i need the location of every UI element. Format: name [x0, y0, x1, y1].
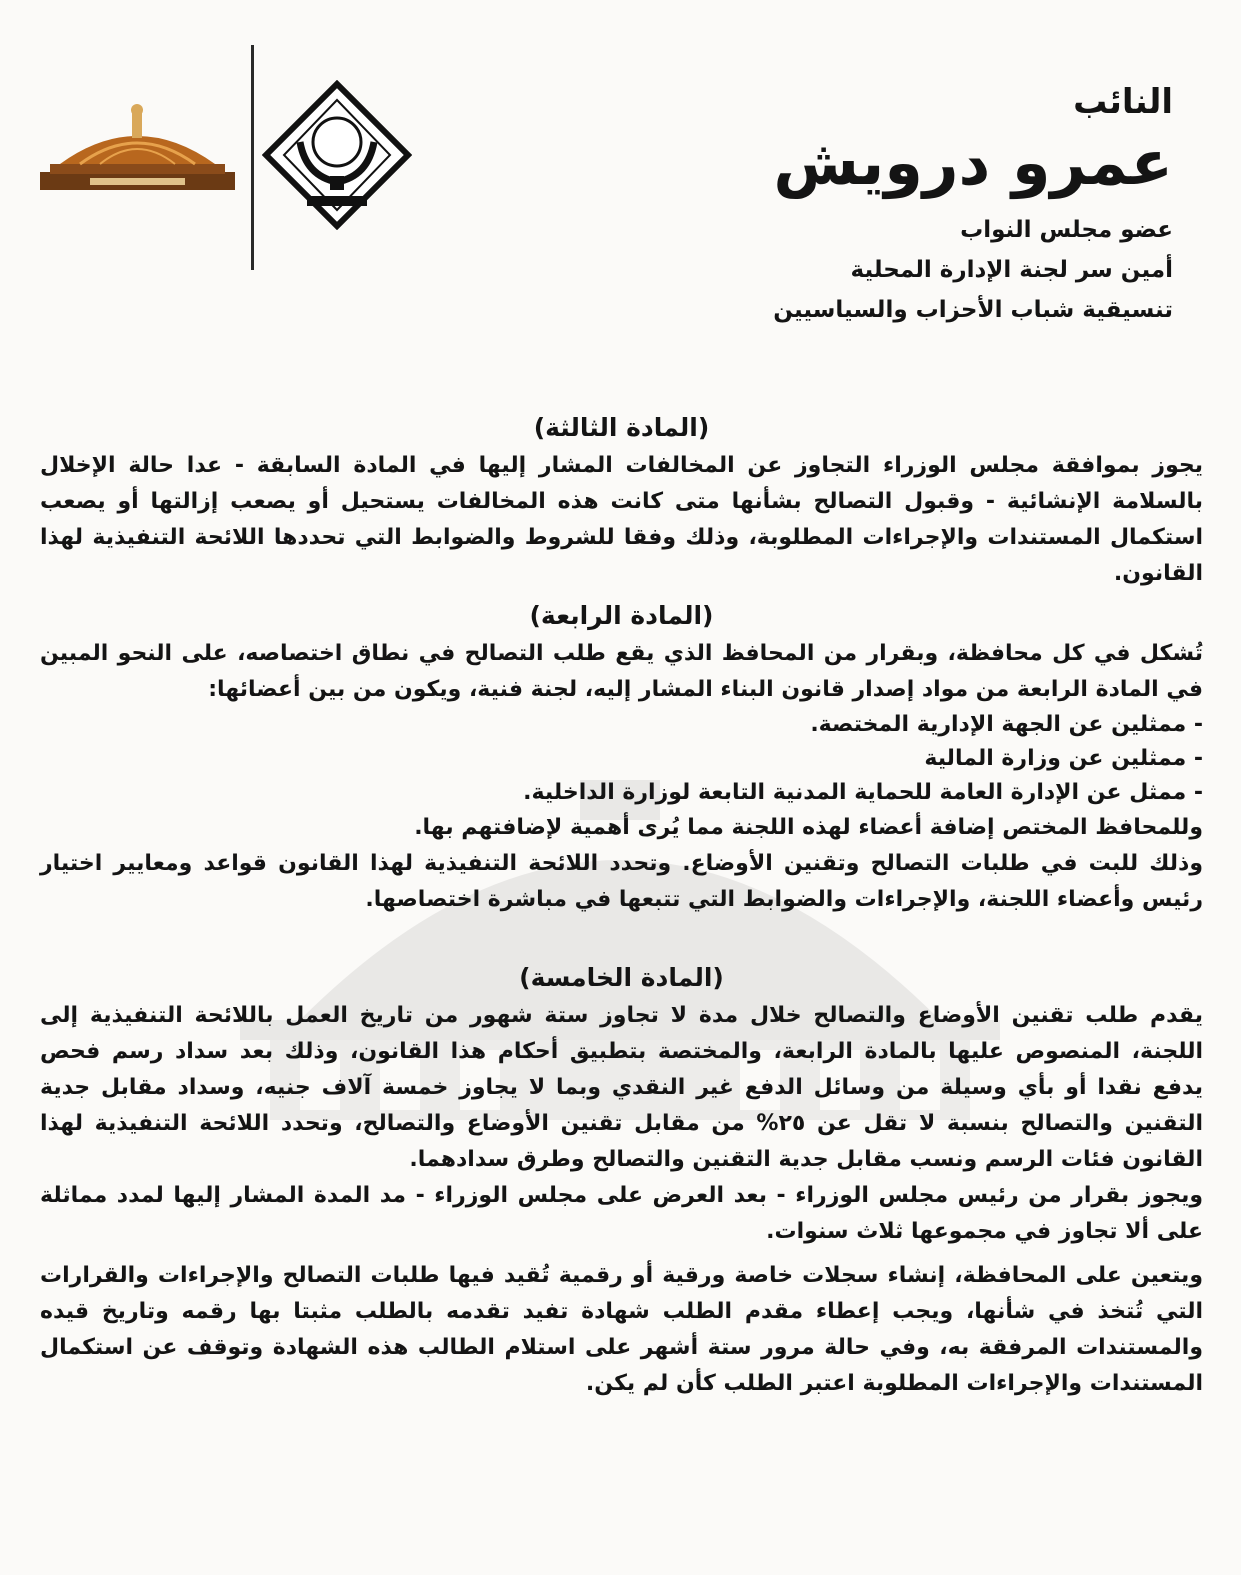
member-role: عضو مجلس النواب [960, 217, 1173, 243]
parliament-dome-logo-icon [40, 100, 235, 200]
list-item: - ممثلين عن وزارة المالية [924, 746, 1203, 771]
list-item: - ممثلين عن الجهة الإدارية المختصة. [810, 712, 1203, 737]
header-divider [251, 45, 254, 270]
document-body [40, 412, 1203, 1402]
article-title: (المادة الثالثة) [533, 413, 710, 442]
member-label: النائب [1073, 82, 1173, 122]
article-paragraph: يجوز بموافقة مجلس الوزراء التجاوز عن المخالفات المشار إليها في المادة السابقة - عدا حالة الإخلال بالسلامة الإنشائية - وقبول التصالح بشأنها متى كانت هذه المخالفات يستحيل أو يصعب إزالتها أو يصعب استكمال المستندات والإجراءات المطلوبة، وذلك وفقا للشروط والضوابط التي تحددها اللائحة التنفيذية لهذا القانون. [40, 453, 1203, 586]
member-role: أمين سر لجنة الإدارة المحلية [850, 257, 1173, 283]
article-paragraph: تُشكل في كل محافظة، وبقرار من المحافظ الذي يقع طلب التصالح في نطاق اختصاصه، على النحو المبين في المادة الرابعة من مواد إصدار قانون البناء المشار إليه، لجنة فنية، ويكون من بين أعضائها: [40, 641, 1203, 702]
article-paragraph: ويتعين على المحافظة، إنشاء سجلات خاصة ورقية أو رقمية تُقيد فيها طلبات التصالح والإجراءات والقرارات التي تُتخذ في شأنها، ويجب إعطاء مقدم الطلب شهادة تفيد تقدمه بالطلب مثبتا بها رقمه وتاريخ قيده والمستندات المرفقة به، وفي حالة مرور ستة أشهر على استلام الطالب هذه الشهادة وتوقف عن استكمال المستندات والإجراءات المطلوبة اعتبر الطلب كأن لم يكن. [40, 1263, 1203, 1396]
list-item: - ممثل عن الإدارة العامة للحماية المدنية التابعة لوزارة الداخلية. [523, 780, 1203, 805]
member-role: تنسيقية شباب الأحزاب والسياسيين [773, 297, 1173, 323]
article-paragraph: وذلك للبت في طلبات التصالح وتقنين الأوضاع. وتحدد اللائحة التنفيذية لهذا القانون قواعد ومعايير اختيار رئيس وأعضاء اللجنة، والإجراءات والضوابط التي تتبعها في مباشرة اختصاصها. [40, 851, 1203, 912]
article-title: (المادة الخامسة) [519, 963, 724, 992]
article-paragraph: ويجوز بقرار من رئيس مجلس الوزراء - بعد العرض على مجلس الوزراء - مد المدة المشار إليها لمدد مماثلة على ألا تجاوز في مجموعها ثلاث سنوات. [40, 1183, 1203, 1244]
member-title-block [613, 82, 1173, 335]
member-name: عمرو درويش [773, 126, 1173, 199]
letterhead [0, 0, 1241, 360]
article-paragraph: وللمحافظ المختص إضافة أعضاء لهذه اللجنة مما يُرى أهمية لإضافتهم بها. [414, 815, 1203, 840]
article-title: (المادة الرابعة) [529, 601, 714, 630]
party-emblem-icon [262, 80, 412, 230]
article-paragraph: يقدم طلب تقنين الأوضاع والتصالح خلال مدة لا تجاوز ستة شهور من تاريخ العمل باللائحة التنفيذية إلى اللجنة، المنصوص عليها بالمادة الرابعة، والمختصة بتطبيق أحكام هذا القانون، وذلك بعد سداد رسم فحص يدفع نقدا أو بأي وسيلة من وسائل الدفع غير النقدي وبما لا يجاوز خمسة آلاف جنيه، وسداد مقابل جدية التقنين والتصالح بنسبة لا تقل عن ٢٥% من مقابل تقنين الأوضاع والتصالح، وتحدد اللائحة التنفيذية لهذا القانون فئات الرسم ونسب مقابل جدية التقنين والتصالح وطرق سدادهما. [40, 1003, 1203, 1172]
